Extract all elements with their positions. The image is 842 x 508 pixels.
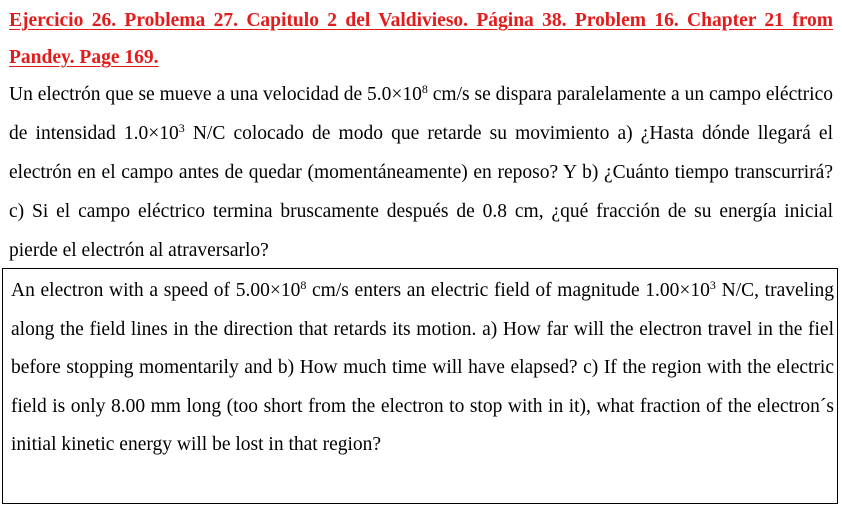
english-exponent-1: 8 [300, 278, 307, 292]
english-problem-text [11, 272, 834, 465]
spanish-problem-text [9, 75, 833, 270]
english-exponent-2: 3 [709, 278, 716, 292]
english-text-part-1: An electron with a speed of 5.00×10 [11, 280, 301, 301]
english-text-part-3: N/C, traveling along the field lines in the direction that retards its motion. a) How far will the electron travel in the fiel before stopping momentarily and b) How much time will have elapsed? c) If the region with the electric field is only 8.00 mm long (too short from the electron to stop with in it), what fraction of the electron´s initial kinetic energy will be lost in that region? [11, 280, 834, 455]
english-text-part-2: cm/s enters an electric field of magnitude 1.00×10 [306, 280, 710, 301]
spanish-exponent-1: 8 [421, 82, 428, 96]
english-problem-box [2, 268, 838, 504]
spanish-exponent-2: 3 [178, 121, 185, 135]
spanish-text-part-2: cm/s se dispara paralelamente a un campo eléctrico de intensidad 1.0×10 [9, 84, 833, 144]
spanish-text-part-1: Un electrón que se mueve a una velocidad de 5.0×10 [9, 84, 422, 105]
spanish-text-part-3: N/C colocado de modo que retarde su movimiento a) ¿Hasta dónde llegará el electrón en el campo antes de quedar (momentáneamente) en reposo? Y b) ¿Cuánto tiempo transcurrirá? c) Si el campo eléctrico termina bruscamente después de 0.8 cm, ¿qué fracción de su energía inicial pierde el electrón al atraversarlo? [9, 123, 833, 261]
exercise-title: Ejercicio 26. Problema 27. Capitulo 2 del Valdivieso. Página 38. Problem 16. Chapter 21 from Pandey. Page 169. [9, 10, 833, 68]
